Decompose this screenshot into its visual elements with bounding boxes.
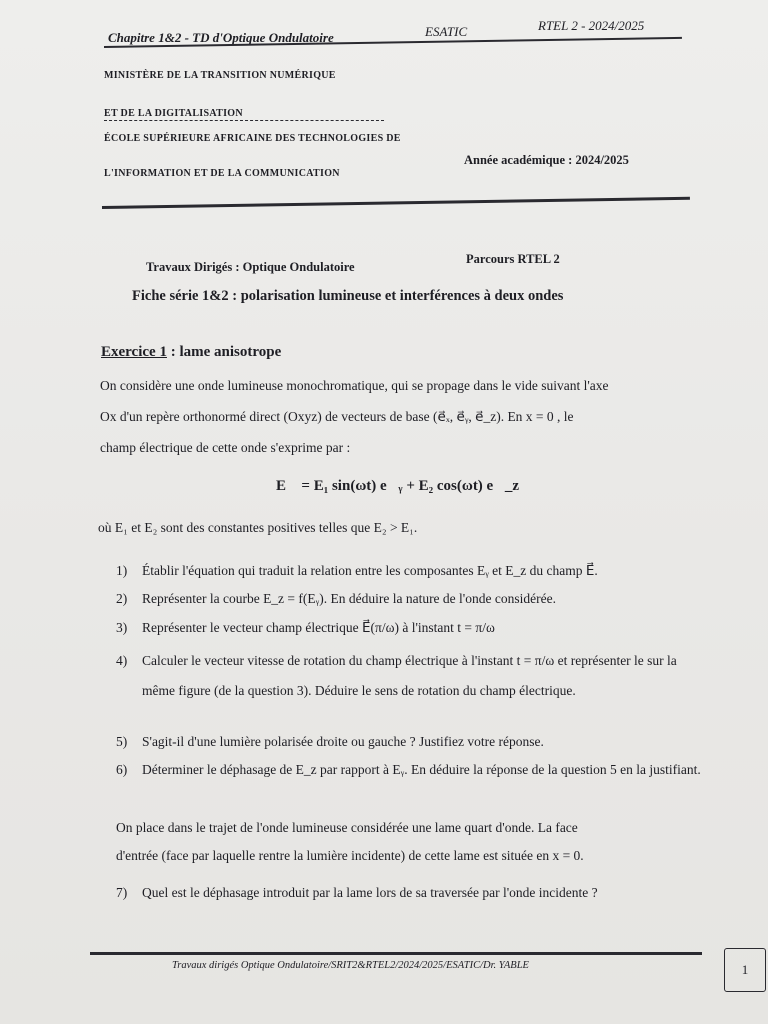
lame-paragraph-line-1: On place dans le trajet de l'onde lumineuse considérée une lame quart d'onde. La face	[116, 820, 578, 835]
question-number: 2)	[116, 591, 128, 606]
question-text: Quel est le déphasage introduit par la lame lors de sa traversée par l'onde incidente ?	[142, 885, 598, 900]
academic-year: Année académique : 2024/2025	[464, 153, 629, 167]
institution-rule	[102, 197, 690, 209]
lame-paragraph-line-2: d'entrée (face par laquelle rentre la lumière incidente) de cette lame est située en x = 0.	[116, 848, 584, 863]
parcours: Parcours RTEL 2	[466, 252, 560, 266]
chapter-header: Chapitre 1&2 - TD d'Optique Ondulatoire	[108, 30, 334, 45]
question-number: 4)	[116, 653, 128, 668]
constants-condition: où E₁ et E₂ sont des constantes positives telles que E₂ > E₁.	[98, 520, 418, 535]
dashed-divider	[104, 120, 384, 121]
question-2	[116, 584, 706, 614]
question-number: 3)	[116, 620, 128, 635]
question-text: S'agit-il d'une lumière polarisée droite ou gauche ? Justifiez votre réponse.	[142, 734, 544, 749]
td-title: Travaux Dirigés : Optique Ondulatoire	[146, 260, 355, 274]
page-number-box	[724, 948, 766, 992]
exercise-subtitle: : lame anisotrope	[166, 344, 282, 360]
school-line-2: L'INFORMATION ET DE LA COMMUNICATION	[104, 168, 340, 179]
fiche-title: Fiche série 1&2 : polarisation lumineuse et interférences à deux ondes	[132, 288, 564, 304]
intro-line-2: Ox d'un repère orthonormé direct (Oxyz) de vecteurs de base (e⃗ₓ, e⃗ᵧ, e⃗_z). En x = 0 , le	[100, 409, 574, 424]
question-text: Déterminer le déphasage de E_z par rapport à Eᵧ. En déduire la réponse de la question 5 en la justifiant.	[142, 762, 701, 777]
class-year: RTEL 2 - 2024/2025	[538, 18, 645, 33]
footer-text: Travaux dirigés Optique Ondulatoire/SRIT2&RTEL2/2024/2025/ESATIC/Dr. YABLE	[172, 960, 529, 971]
question-text: Établir l'équation qui traduit la relation entre les composantes Eᵧ et E_z du champ E⃗.	[142, 563, 598, 578]
question-text: Représenter le vecteur champ électrique E⃗(π/ω) à l'instant t = π/ω	[142, 620, 495, 635]
intro-line-3: champ électrique de cette onde s'exprime par :	[100, 440, 351, 455]
question-text: Calculer le vecteur vitesse de rotation du champ électrique à l'instant t = π/ω et représenter le sur la même figure (de la question 3). Déduire le sens de rotation du champ électrique.	[142, 653, 677, 698]
question-6	[116, 755, 706, 785]
ministry-line-1: MINISTÈRE DE LA TRANSITION NUMÉRIQUE	[104, 70, 336, 81]
school-name: ESATIC	[425, 24, 468, 39]
question-text: Représenter la courbe E_z = f(Eᵧ). En déduire la nature de l'onde considérée.	[142, 591, 556, 606]
question-number: 7)	[116, 885, 128, 900]
field-equation: E⃗ = E₁ sin(ωt) e⃗ᵧ + E₂ cos(ωt) e⃗_z	[276, 478, 520, 494]
question-1	[116, 556, 706, 586]
ministry-line-2: ET DE LA DIGITALISATION	[104, 108, 243, 119]
exercise-label: Exercice 1	[101, 344, 167, 360]
exercise-heading	[101, 344, 281, 361]
question-number: 1)	[116, 563, 128, 578]
school-line-1: ÉCOLE SUPÉRIEURE AFRICAINE DES TECHNOLOGIES DE	[104, 133, 401, 144]
intro-line-1: On considère une onde lumineuse monochromatique, qui se propage dans le vide suivant l'axe	[100, 378, 609, 393]
question-7	[116, 878, 706, 908]
question-number: 6)	[116, 762, 128, 777]
question-4	[116, 646, 706, 706]
page-number: 1	[741, 962, 749, 977]
question-5	[116, 727, 706, 757]
footer-rule	[90, 952, 702, 955]
question-number: 5)	[116, 734, 128, 749]
question-3	[116, 613, 706, 643]
